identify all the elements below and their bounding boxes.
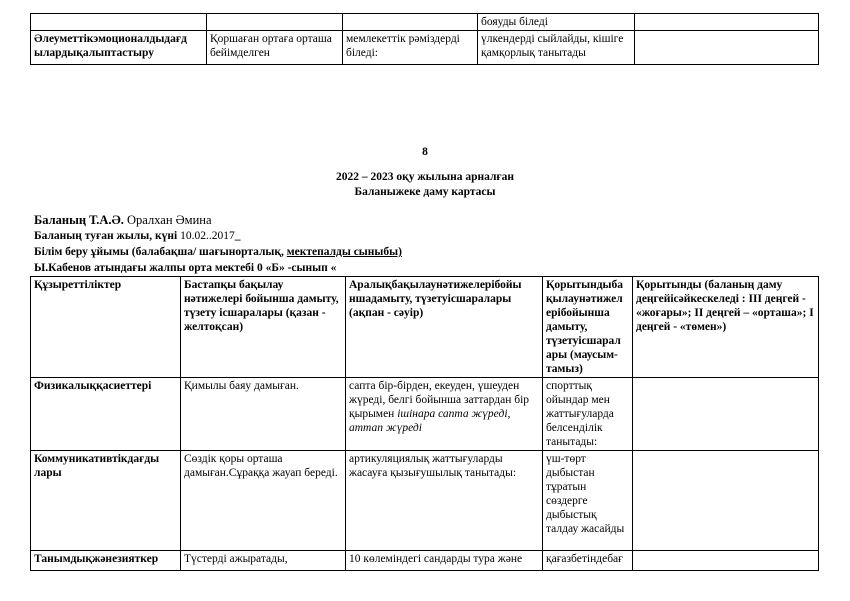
table-header-row	[31, 277, 819, 378]
organization-underlined: мектепалды сыныбы)	[286, 246, 402, 258]
table-cell: Қимылы баяу дамыған.	[181, 378, 346, 451]
table-header-cell: Қорытындыба қылаунәтижел ерібойынша дамыту, түзетуісшарал ары (маусым-тамыз)	[543, 277, 633, 378]
table-header-cell: Қорытынды (баланың даму деңгейісәйкескеледі : III деңгей - «жоғары»; II деңгей – «орташа»; I деңгей - «төмен»)	[633, 277, 819, 378]
table-header-cell: Аралықбақылаунәтижелерібойы ншадамыту, түзетуісшаралары (ақпан - сәуір)	[346, 277, 543, 378]
table-cell: Коммуникативтікдағды лары	[31, 451, 181, 551]
table-cell	[633, 378, 819, 451]
child-name-line	[34, 213, 212, 227]
table-cell: спорттық ойындар мен жаттығуларда белсенділік танытады:	[543, 378, 633, 451]
child-name-value: Оралхан Әмина	[123, 213, 212, 227]
table-cell: артикуляциялық жаттығуларды жасауға қызығушылық танытады:	[346, 451, 543, 551]
table-cell: үлкендерді сыйлайды, кішіге қамқорлық танытады	[478, 31, 635, 65]
development-card-table	[30, 276, 819, 571]
table-cell: Қоршаған ортаға орташа бейімделген	[207, 31, 343, 65]
table-cell: сапта бір-бірден, екеуден, үшеуден жүреді, белгі бойынша заттардан бір қырымен ішінара сапта жүреді, аттап жүреді	[346, 378, 543, 451]
child-name-label: Баланың Т.А.Ә.	[34, 213, 124, 227]
table-cell: қағазбетіндебағ	[543, 551, 633, 571]
table-header-cell: Бастапқы бақылау нәтижелері бойынша дамыту, түзету ісшаралары (қазан - желтоқсан)	[181, 277, 346, 378]
table-cell	[633, 551, 819, 571]
birth-date-tail: _	[234, 230, 241, 242]
birth-date-line	[34, 229, 240, 243]
table-cell: 10 көлеміндегі сандарды тура және	[346, 551, 543, 571]
table-row	[31, 14, 819, 31]
document-title: 2022 – 2023 оқу жылына арналған	[335, 171, 515, 183]
table-cell: үш-төрт дыбыстан тұратын сөздерге дыбыстық талдау жасайды	[543, 451, 633, 551]
table-cell: Физикалыққасиеттері	[31, 378, 181, 451]
organization-line	[34, 245, 402, 259]
document-subtitle: Баланыжеке даму картасы	[354, 186, 496, 198]
table-row	[31, 31, 819, 65]
table-cell: Сөздік қоры орташа дамыған.Сұраққа жауап береді.	[181, 451, 346, 551]
table-cell: Танымдықжәнезияткер	[31, 551, 181, 571]
table-row	[31, 378, 819, 451]
table-row	[31, 451, 819, 551]
birth-date-label: Баланың туған жылы, күні	[34, 230, 178, 242]
table-cell: Әлеуметтікэмоционалдыдағд ылардықалыптастыру	[31, 31, 207, 65]
page-number: 8	[422, 146, 428, 158]
table-cell	[633, 451, 819, 551]
table-header-cell: Құзыреттіліктер	[31, 277, 181, 378]
table-cell: мемлекеттік рәміздерді біледі:	[343, 31, 478, 65]
table-cell: Түстерді ажыратады,	[181, 551, 346, 571]
birth-date-value: 10.02..2017	[177, 230, 235, 242]
table-row	[31, 551, 819, 571]
school-line: Ы.Кабенов атындағы жалпы орта мектебі 0 «Б» -сынып «	[34, 262, 337, 274]
organization-label: Білім беру ұйымы (балабақша/ шағынорталық,	[34, 246, 287, 258]
table-cell: бояуды біледі	[478, 14, 635, 31]
top-table	[30, 13, 819, 65]
